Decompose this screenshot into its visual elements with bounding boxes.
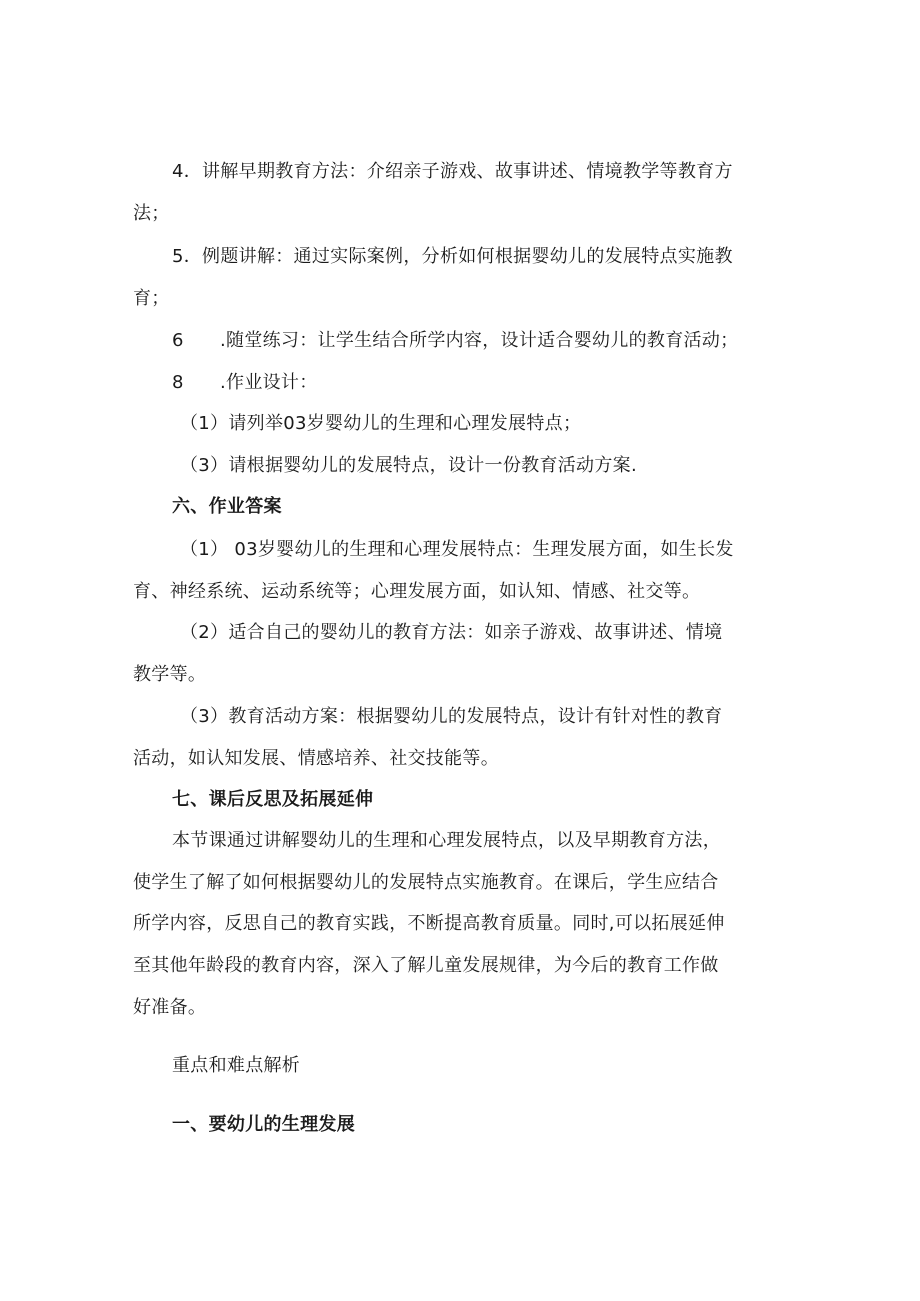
reflection-paragraph-line5: 好准备。 (133, 997, 207, 1018)
section-7-heading: 七、课后反思及拓展延伸 (172, 789, 374, 810)
analysis-section-1-heading: 一、要幼儿的生理发展 (172, 1114, 355, 1135)
answer-1-line2: 育、神经系统、运动系统等；心理发展方面，如认知、情感、社交等。 (133, 581, 701, 602)
list-item-4-line2: 法； (133, 203, 170, 224)
answer-3-line1: （3）教育活动方案：根据婴幼儿的发展特点，设计有针对性的教育 (180, 706, 723, 727)
reflection-paragraph-line1: 本节课通过讲解婴幼儿的生理和心理发展特点，以及早期教育方法， (172, 830, 721, 851)
answer-3-line2: 活动，如认知发展、情感培养、社交技能等。 (133, 748, 499, 769)
answer-2-line1: （2）适合自己的婴幼儿的教育方法：如亲子游戏、故事讲述、情境 (180, 622, 723, 643)
section-6-heading: 六、作业答案 (172, 496, 282, 517)
answer-2-line2: 教学等。 (133, 664, 207, 685)
list-item-5-line2: 育； (133, 288, 170, 309)
answer-1-line1: （1） 03岁婴幼儿的生理和心理发展特点：生理发展方面，如生长发 (180, 539, 734, 560)
homework-item-1: （1）请列举03岁婴幼儿的生理和心理发展特点； (180, 413, 582, 434)
list-item-5-line1: 5．例题讲解：通过实际案例，分析如何根据婴幼儿的发展特点实施教 (172, 246, 733, 267)
reflection-paragraph-line2: 使学生了解了如何根据婴幼儿的发展特点实施教育。在课后，学生应结合 (133, 872, 719, 893)
reflection-paragraph-line4: 至其他年龄段的教育内容，深入了解儿童发展规律，为今后的教育工作做 (133, 955, 719, 976)
list-item-6-number: 6 (172, 330, 184, 351)
list-item-6-text: .随堂练习：让学生结合所学内容，设计适合婴幼儿的教育活动； (220, 330, 739, 351)
list-item-8-number: 8 (172, 372, 184, 393)
list-item-4-line1: 4．讲解早期教育方法：介绍亲子游戏、故事讲述、情境教学等教育方 (172, 161, 733, 182)
list-item-8-text: .作业设计： (220, 372, 318, 393)
analysis-title: 重点和难点解析 (172, 1055, 301, 1076)
homework-item-3: （3）请根据婴幼儿的发展特点，设计一份教育活动方案. (180, 455, 637, 476)
reflection-paragraph-line3: 所学内容，反思自己的教育实践，不断提高教育质量。同时,可以拓展延伸 (133, 913, 725, 934)
